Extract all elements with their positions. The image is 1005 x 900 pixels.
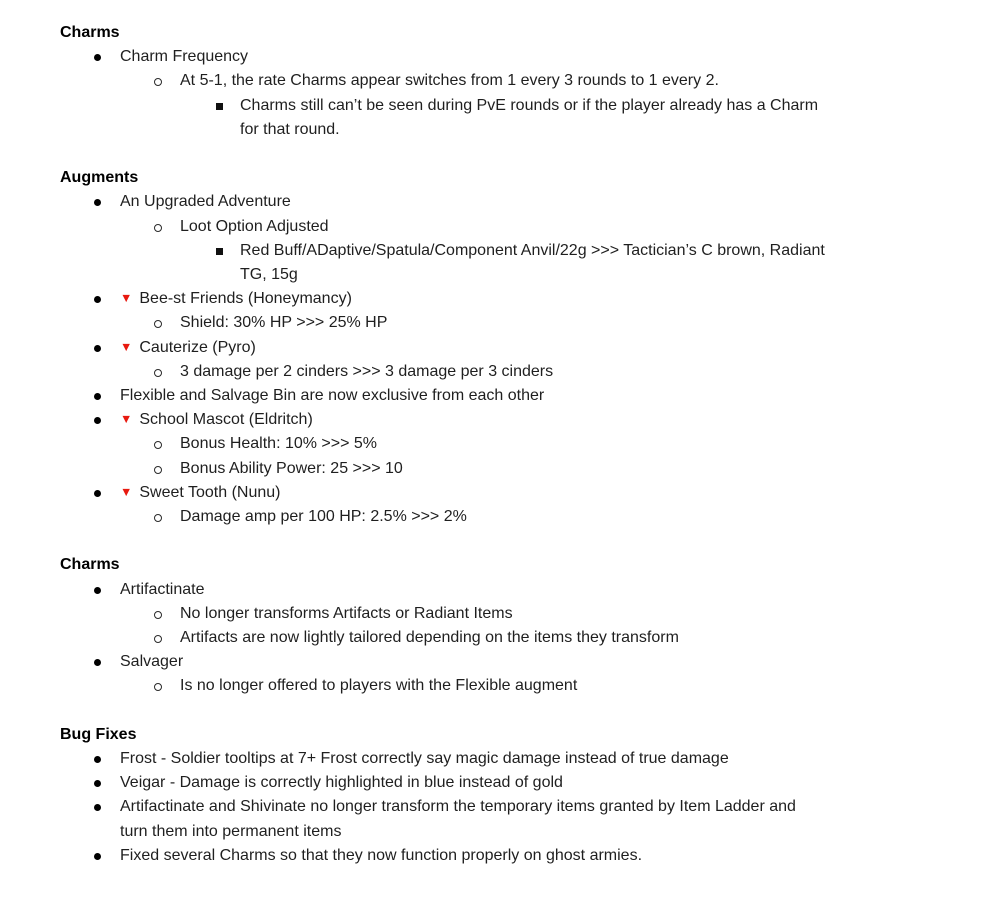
list-item xyxy=(60,190,960,214)
list-item xyxy=(60,45,960,69)
nerf-triangle-icon: ▼ xyxy=(120,412,133,427)
list-item-text: Veigar - Damage is correctly highlighted in blue instead of gold xyxy=(120,774,563,792)
list-item xyxy=(60,215,960,239)
list-item xyxy=(60,384,960,408)
list-item xyxy=(60,69,960,93)
list-item xyxy=(60,578,960,602)
section-items xyxy=(60,578,960,699)
list-item xyxy=(60,311,960,335)
list-item-text: Red Buff/ADaptive/Spatula/Component Anvil/22g >>> Tactician’s C brown, Radiant xyxy=(240,241,825,259)
list-item xyxy=(60,239,960,287)
list-item-label: Sweet Tooth (Nunu) xyxy=(139,483,281,501)
list-item-text-wrap: for that round. xyxy=(240,120,340,138)
patch-notes-section xyxy=(60,723,960,868)
bullet-circle-icon xyxy=(154,514,162,522)
section-items xyxy=(60,190,960,529)
section-heading: Augments xyxy=(60,169,139,187)
nerf-triangle-icon: ▼ xyxy=(120,291,133,306)
list-item-label: Bee-st Friends (Honeymancy) xyxy=(139,290,352,308)
nerf-triangle-icon: ▼ xyxy=(120,339,133,354)
list-item xyxy=(60,287,960,311)
patch-notes-section xyxy=(60,21,960,142)
list-item-text-wrap: turn them into permanent items xyxy=(120,822,342,840)
nerf-triangle-icon: ▼ xyxy=(120,484,133,499)
list-item-text: Bonus Ability Power: 25 >>> 10 xyxy=(180,459,403,477)
bullet-circle-icon xyxy=(154,611,162,619)
list-item-text-wrap: TG, 15g xyxy=(240,266,298,284)
bullet-disc-icon xyxy=(94,490,101,497)
section-heading: Charms xyxy=(60,556,120,574)
list-item-text xyxy=(60,481,960,505)
bullet-circle-icon xyxy=(154,635,162,643)
bullet-square-icon xyxy=(216,103,223,110)
list-item xyxy=(60,747,960,771)
patch-notes-section xyxy=(60,553,960,698)
list-item-text: Shield: 30% HP >>> 25% HP xyxy=(180,314,388,332)
bullet-disc-icon xyxy=(94,393,101,400)
list-item-text: Is no longer offered to players with the Flexible augment xyxy=(180,677,578,695)
list-item xyxy=(60,94,960,142)
list-item xyxy=(60,481,960,505)
list-item-text: No longer transforms Artifacts or Radiant Items xyxy=(180,604,513,622)
list-item xyxy=(60,650,960,674)
list-item-text xyxy=(60,336,960,360)
list-item xyxy=(60,336,960,360)
section-items xyxy=(60,45,960,142)
list-item xyxy=(60,602,960,626)
list-item-text: Artifactinate xyxy=(120,580,205,598)
list-item-text: Salvager xyxy=(120,653,184,671)
section-items xyxy=(60,747,960,868)
bullet-square-icon xyxy=(216,248,223,255)
patch-notes-section xyxy=(60,166,960,529)
list-item xyxy=(60,795,960,843)
bullet-circle-icon xyxy=(154,466,162,474)
bullet-disc-icon xyxy=(94,587,101,594)
bullet-disc-icon xyxy=(94,345,101,352)
list-item-text: Flexible and Salvage Bin are now exclusive from each other xyxy=(120,387,545,405)
section-heading: Charms xyxy=(60,24,120,41)
list-item-text: Artifactinate and Shivinate no longer transform the temporary items granted by Item Ladder and xyxy=(120,798,796,816)
list-item-text: Loot Option Adjusted xyxy=(180,217,329,235)
bullet-circle-icon xyxy=(154,369,162,377)
list-item-text xyxy=(60,287,960,311)
list-item-text xyxy=(60,408,960,432)
list-item-text: 3 damage per 2 cinders >>> 3 damage per 3 cinders xyxy=(180,362,554,380)
list-item-label: Cauterize (Pyro) xyxy=(139,338,256,356)
list-item-text: Fixed several Charms so that they now function properly on ghost armies. xyxy=(120,846,643,864)
list-item xyxy=(60,360,960,384)
list-item xyxy=(60,626,960,650)
list-item xyxy=(60,771,960,795)
list-item-text: At 5-1, the rate Charms appear switches from 1 every 3 rounds to 1 every 2. xyxy=(180,72,719,90)
list-item xyxy=(60,674,960,698)
list-item-text: Charms still can’t be seen during PvE rounds or if the player already has a Charm xyxy=(240,96,819,114)
section-heading: Bug Fixes xyxy=(60,725,137,743)
list-item-text: Charm Frequency xyxy=(120,48,249,66)
list-item-text: Bonus Health: 10% >>> 5% xyxy=(180,435,378,453)
bullet-disc-icon xyxy=(94,756,101,763)
list-item xyxy=(60,408,960,432)
list-item-text: An Upgraded Adventure xyxy=(120,193,291,211)
list-item xyxy=(60,844,960,868)
list-item-text: Damage amp per 100 HP: 2.5% >>> 2% xyxy=(180,508,467,526)
list-item xyxy=(60,505,960,529)
list-item xyxy=(60,432,960,456)
bullet-disc-icon xyxy=(94,853,101,860)
list-item xyxy=(60,457,960,481)
bullet-circle-icon xyxy=(154,224,162,232)
patch-notes-body xyxy=(60,21,960,868)
list-item-label: School Mascot (Eldritch) xyxy=(139,411,313,429)
list-item-text: Artifacts are now lightly tailored depending on the items they transform xyxy=(180,629,679,647)
list-item-text: Frost - Soldier tooltips at 7+ Frost correctly say magic damage instead of true damage xyxy=(120,750,729,768)
